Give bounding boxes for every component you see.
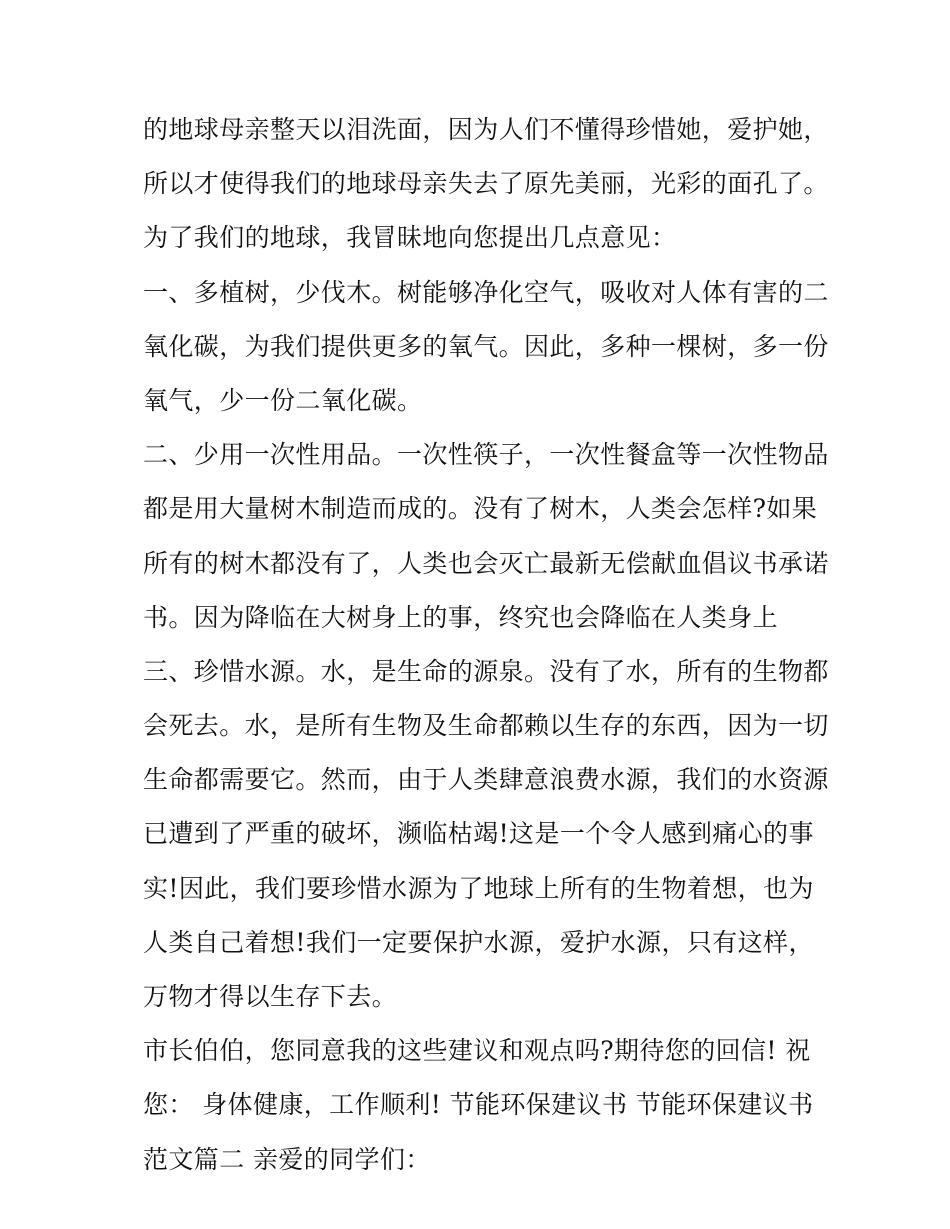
text-line: 人类自己着想!我们一定要保护水源，爱护水源，只有这样， [143,927,814,957]
text-line: 市长伯伯，您同意我的这些建议和观点吗?期待您的回信! 祝 [143,1036,811,1066]
text-line: 会死去。水，是所有生物及生命都赖以生存的东西，因为一切 [143,711,829,741]
text-line: 生命都需要它。然而，由于人类肆意浪费水源，我们的水资源 [143,765,829,795]
text-line: 已遭到了严重的破坏，濒临枯竭!这是一个令人感到痛心的事 [143,819,814,849]
text-line: 万物才得以生存下去。 [143,982,398,1011]
text-line: 氧化碳，为我们提供更多的氧气。因此，多种一棵树，多一份 [143,331,829,361]
text-line: 范文篇二 亲爱的同学们： [143,1144,431,1174]
text-line: 的地球母亲整天以泪洗面，因为人们不懂得珍惜她，爱护她， [143,115,829,144]
text-line: 一、多植树，少伐木。树能够净化空气，吸收对人体有害的二 [143,277,829,307]
text-line: 氧气，少一份二氧化碳。 [143,385,423,415]
document-body [143,103,843,1187]
text-line: 为了我们的地球，我冒昧地向您提出几点意见： [143,223,677,253]
text-line: 三、珍惜水源。水，是生命的源泉。没有了水，所有的生物都 [143,656,829,686]
text-line: 所以才使得我们的地球母亲失去了原先美丽，光彩的面孔了。 [143,169,829,199]
text-line: 二、少用一次性用品。一次性筷子，一次性餐盒等一次性物品 [143,440,829,470]
text-line: 书。因为降临在大树身上的事，终究也会降临在人类身上 [143,602,779,632]
text-line: 您： 身体健康，工作顺利! 节能环保建议书 节能环保建议书 [143,1090,814,1120]
text-line: 所有的树木都没有了，人类也会灭亡最新无偿献血倡议书承诺 [143,548,829,578]
text-line: 实!因此，我们要珍惜水源为了地球上所有的生物着想，也为 [143,873,814,903]
text-line: 都是用大量树木制造而成的。没有了树木，人类会怎样?如果 [143,494,818,524]
